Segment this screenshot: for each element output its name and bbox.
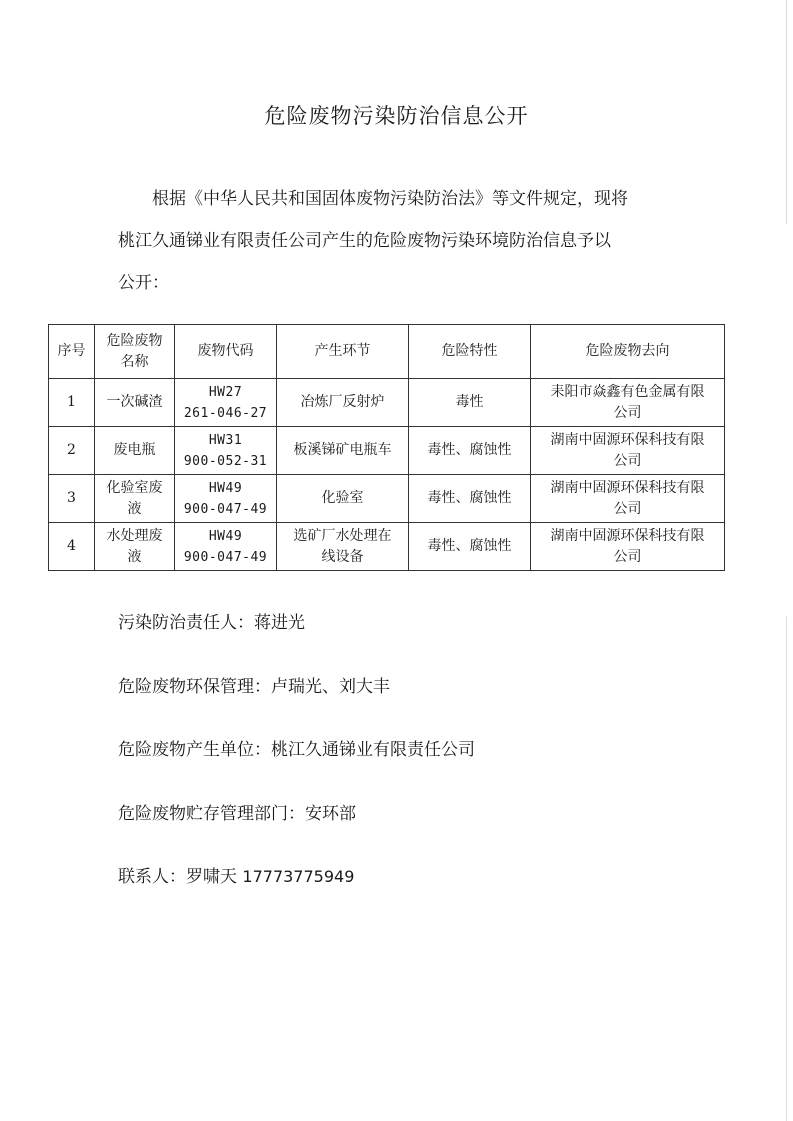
cell-no: 2 (49, 427, 95, 475)
cell-name: 一次碱渣 (95, 379, 175, 427)
cell-name: 化验室废 液 (95, 475, 175, 523)
header-no: 序号 (49, 325, 95, 379)
cell-hazard: 毒性、腐蚀性 (409, 523, 531, 571)
cell-no: 3 (49, 475, 95, 523)
contact-line (118, 862, 354, 887)
env-management: 危险废物环保管理：卢瑞光、刘大丰 (118, 677, 390, 697)
intro-line-1: 根据《中华人民共和国固体废物污染防治法》等文件规定，现将 (152, 189, 628, 209)
header-code: 废物代码 (175, 325, 277, 379)
header-stage: 产生环节 (277, 325, 409, 379)
table-row (49, 475, 725, 523)
cell-hazard: 毒性、腐蚀性 (409, 427, 531, 475)
cell-code: HW49 900-047-49 (175, 475, 277, 523)
cell-code: HW49 900-047-49 (175, 523, 277, 571)
cell-name: 废电瓶 (95, 427, 175, 475)
hazardous-waste-table (48, 324, 725, 571)
header-destination: 危险废物去向 (531, 325, 725, 379)
cell-code: HW27 261-046-27 (175, 379, 277, 427)
table-row (49, 379, 725, 427)
responsible-person: 污染防治责任人：蒋进光 (118, 613, 305, 633)
cell-no: 4 (49, 523, 95, 571)
producer-unit: 危险废物产生单位：桃江久通锑业有限责任公司 (118, 740, 475, 760)
cell-stage: 冶炼厂反射炉 (277, 379, 409, 427)
header-name: 危险废物 名称 (95, 325, 175, 379)
cell-stage: 选矿厂水处理在 线设备 (277, 523, 409, 571)
table-row (49, 427, 725, 475)
storage-department: 危险废物贮存管理部门：安环部 (118, 804, 356, 824)
cell-hazard: 毒性、腐蚀性 (409, 475, 531, 523)
intro-line-3: 公开： (118, 273, 169, 293)
cell-code: HW31 900-052-31 (175, 427, 277, 475)
contact-label: 联系人：罗啸天 (118, 867, 237, 887)
cell-no: 1 (49, 379, 95, 427)
cell-hazard: 毒性 (409, 379, 531, 427)
intro-paragraph (118, 178, 698, 304)
cell-destination: 耒阳市焱鑫有色金属有限 公司 (531, 379, 725, 427)
contact-phone: 17773775949 (242, 867, 355, 886)
table-header-row (49, 325, 725, 379)
cell-destination: 湖南中固源环保科技有限 公司 (531, 523, 725, 571)
scan-edge-line (786, 0, 787, 1121)
cell-destination: 湖南中固源环保科技有限 公司 (531, 427, 725, 475)
cell-name: 水处理废 液 (95, 523, 175, 571)
table-row (49, 523, 725, 571)
cell-stage: 化验室 (277, 475, 409, 523)
cell-stage: 板溪锑矿电瓶车 (277, 427, 409, 475)
intro-line-2: 桃江久通锑业有限责任公司产生的危险废物污染环境防治信息予以 (118, 231, 611, 251)
header-hazard: 危险特性 (409, 325, 531, 379)
document-title: 危险废物污染防治信息公开 (264, 104, 529, 128)
cell-destination: 湖南中固源环保科技有限 公司 (531, 475, 725, 523)
